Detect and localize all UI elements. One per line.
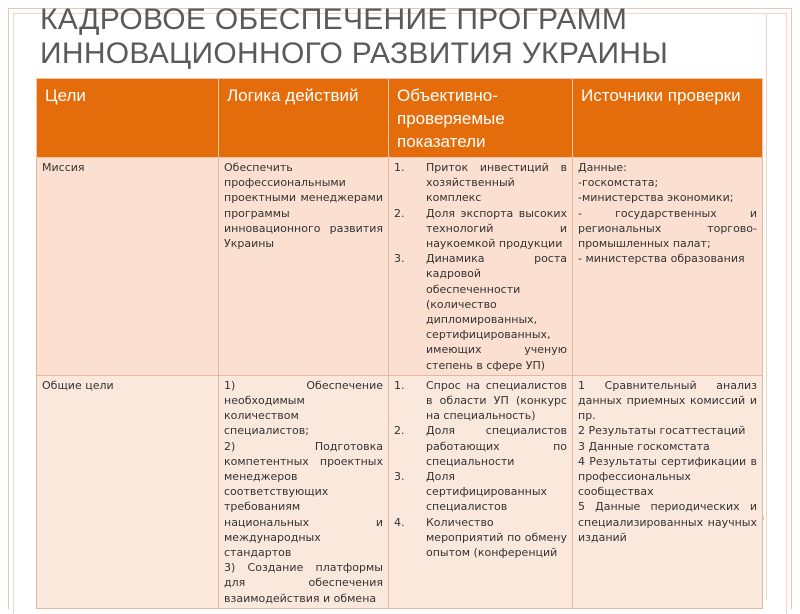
page-title-line-1: КАДРОВОЕ ОБЕСПЕЧЕНИЕ ПРОГРАММ: [40, 3, 628, 36]
logic-line: 1) Обеспечение необходимым количеством специалистов;: [224, 378, 383, 438]
cell-goal: Общие цели: [37, 375, 219, 608]
list-item: 2. Доля специалистов работающих по специальности: [394, 424, 567, 468]
source-line: -госкомстата;: [578, 176, 659, 190]
cell-indicators: [389, 375, 573, 608]
logic-line: 2) Подготовка компетентных проектных менеджеров соответствующих требованиям национальных и международных стандартов: [224, 439, 383, 560]
cell-logic: [219, 375, 389, 608]
table-header-row: [37, 79, 763, 158]
cell-sources: [573, 158, 763, 376]
list-item: 1. Спрос на специалистов в области УП (конкурс на специальность): [394, 378, 567, 423]
source-line: Данные:: [578, 161, 627, 174]
list-item: 1. Приток инвестиций в хозяйственный комплекс: [394, 161, 567, 205]
list-item: 3. Динамика роста кадровой обеспеченности (количество дипломированных, сертифицированных, имеющих ученую степень в сфере УП): [394, 252, 567, 372]
source-line: 3 Данные госкомстата: [578, 439, 710, 453]
table-row: [37, 158, 763, 376]
page-title: [40, 3, 760, 71]
cell-logic: Обеспечить профессиональными проектными менеджерами программы инновационного развития Украины: [219, 158, 389, 376]
source-line: 2 Результаты госаттестаций: [578, 424, 746, 438]
header-logic: Логика действий: [219, 79, 389, 158]
source-line: 5 Данные периодических и специализированных научных изданий: [578, 500, 757, 544]
source-line: -министерства экономики;: [578, 191, 734, 205]
indicator-list: [394, 160, 567, 373]
header-goals: Цели: [37, 79, 219, 158]
table-row: [37, 375, 763, 608]
source-line: - министерства образования: [578, 252, 745, 266]
source-line: 4 Результаты сертификации в профессиональных сообществах: [578, 454, 757, 499]
cell-indicators: [389, 158, 573, 376]
cell-goal: Миссия: [37, 158, 219, 376]
cell-sources: [573, 375, 763, 608]
source-line: - государственных и региональных торгово-промышленных палат;: [578, 206, 757, 251]
header-indicators: Объективно-проверяемые показатели: [389, 79, 573, 158]
source-line: 1 Сравнительный анализ данных приемных комиссий и пр.: [578, 378, 757, 423]
logic-line: 3) Создание платформы для обеспечения взаимодействия и обмена: [224, 561, 383, 605]
list-item: 2. Доля экспорта высоких технологий и наукоемкой продукции: [394, 206, 567, 251]
indicator-list: [394, 378, 567, 560]
goals-table: [36, 78, 763, 609]
decorative-line: [766, 14, 767, 600]
list-item: 3. Доля сертифицированных специалистов: [394, 470, 548, 514]
header-sources: Источники проверки: [573, 79, 763, 158]
page-title-line-2: ИННОВАЦИОННОГО РАЗВИТИЯ УКРАИНЫ: [40, 37, 669, 70]
list-item: 4. Количество мероприятий по обмену опытом (конференций: [394, 515, 567, 560]
